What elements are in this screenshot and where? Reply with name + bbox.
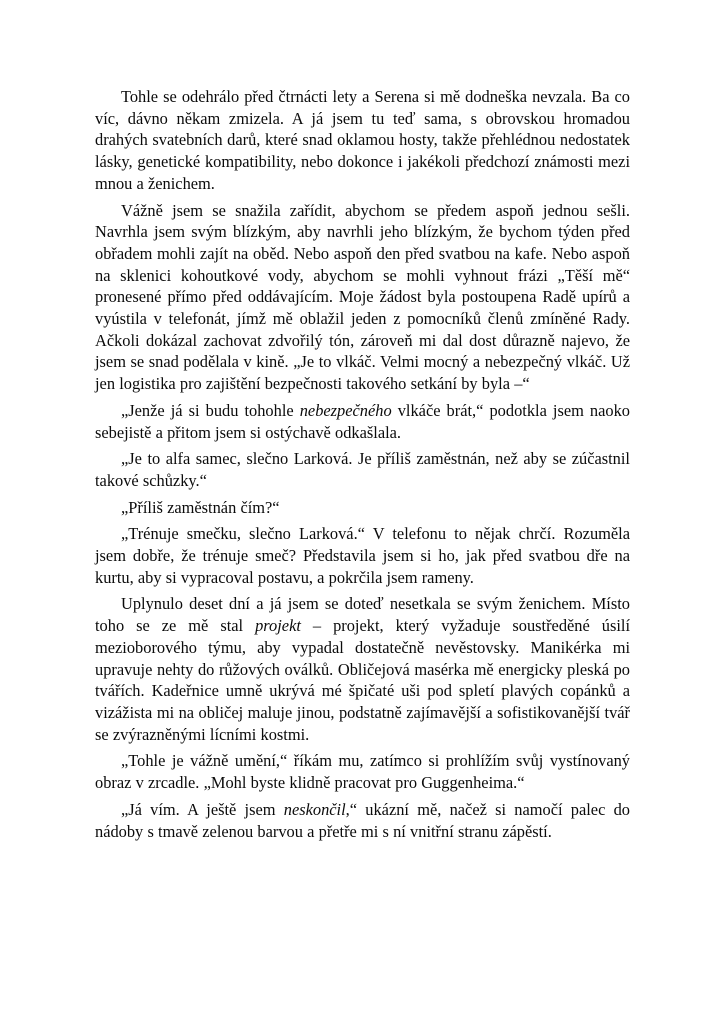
text-run: „Já vím. A ještě jsem bbox=[121, 799, 284, 819]
text-run: „Tohle je vážně umění,“ říkám mu, zatímco si prohlížím svůj vystínovaný obraz v zrcadle. „Mohl byste klidně pracovat pro Guggenheima.“ bbox=[95, 751, 630, 793]
body-paragraph bbox=[95, 799, 630, 842]
text-run: „Trénuje smečku, slečno Larková.“ V telefonu to nějak chrčí. Rozuměla jsem dobře, že trénuje smeč? Představila jsem si ho, jak před svatbou dře na kurtu, aby si vypracoval postavu, a pokrčila jsem rameny. bbox=[95, 524, 630, 587]
body-paragraph bbox=[95, 750, 630, 793]
text-run: ,“ ukázní mě, načež si namočí palec do nádoby s tmavě zelenou barvou a přetře mi s ní vnitřní stranu zápěstí. bbox=[95, 799, 630, 841]
text-run: vlkáče brát,“ podotkla jsem naoko sebejistě a přitom jsem si ostýchavě odkašlala. bbox=[95, 400, 630, 442]
emphasized-text: projekt bbox=[255, 616, 301, 636]
text-run: – projekt, který vyžaduje soustředěné úsilí mezioborového týmu, aby vypadal dostatečně nevěstovsky. Manikérka mi upravuje nehty do růžových oválků. Obličejová masérka mě energicky pleská po tvářích. Kadeřnice umně ukrývá mé špičaté uši pod spletí plavých copánků a vizážista mi na obličej maluje jinou, podstatně zajímavější a sofistikovanější tvář se zvýrazněnými lícními kostmi. bbox=[95, 616, 630, 744]
body-paragraph bbox=[95, 497, 630, 519]
text-run: Vážně jsem se snažila zařídit, abychom se předem aspoň jednou sešli. Navrhla jsem svým blízkým, aby navrhli jeho blízkým, že bychom týden před obřadem mohli zajít na oběd. Nebo aspoň den před svatbou na kafe. Nebo aspoň na sklenici kohoutkové vody, abychom se mohli vyhnout frázi „Těší mě“ pronesené přímo před oddávajícím. Moje žádost byla postoupena Radě upírů a vyústila v telefonát, jímž mě oblažil jeden z pomocníků členů zmíněné Rady. Ačkoli dokázal zachovat zdvořilý tón, zároveň mi dal dost důrazně najevo, že jsem se snad podělala v kině. „Je to vlkáč. Velmi mocný a nebezpečný vlkáč. Už jen logistika pro zajištění bezpečnosti takového setkání by byla –“ bbox=[95, 200, 630, 394]
body-paragraph bbox=[95, 448, 630, 491]
body-paragraph bbox=[95, 86, 630, 195]
text-run: Tohle se odehrálo před čtrnácti lety a Serena si mě dodneška nevzala. Ba co víc, dávno někam zmizela. A já jsem tu teď sama, s obrovskou hromadou drahých svatebních darů, které snad oklamou hosty, takže přehlédnou nedostatek lásky, genetické kompatibility, nebo dokonce i jakékoli předchozí známosti mezi mnou a ženichem. bbox=[95, 87, 630, 193]
body-paragraph bbox=[95, 593, 630, 745]
text-run: „Příliš zaměstnán čím?“ bbox=[121, 497, 280, 517]
text-run: Uplynulo deset dní a já jsem se doteď nesetkala se svým ženichem. Místo toho se ze mě stal bbox=[95, 594, 630, 636]
emphasized-text: nebezpečného bbox=[299, 400, 392, 420]
body-text-column bbox=[95, 86, 630, 842]
body-paragraph bbox=[95, 200, 630, 395]
text-run: „Jenže já si budu tohohle bbox=[121, 400, 300, 420]
body-paragraph bbox=[95, 523, 630, 588]
text-run: „Je to alfa samec, slečno Larková. Je příliš zaměstnán, než aby se zúčastnil takové schůzky.“ bbox=[95, 449, 630, 490]
body-paragraph bbox=[95, 400, 630, 443]
emphasized-text: neskončil bbox=[283, 799, 346, 819]
